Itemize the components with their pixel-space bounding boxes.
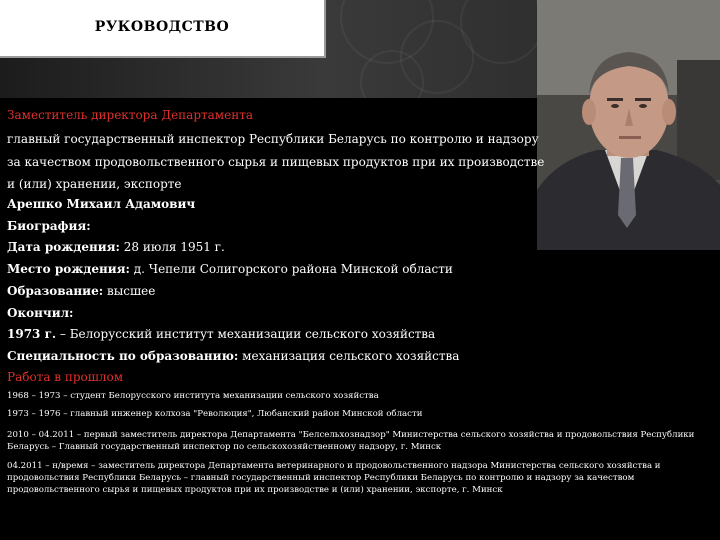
page-title: РУКОВОДСТВО bbox=[94, 19, 230, 35]
position-line-1: главный государственный инспектор Республики Беларусь по контролю и надзору bbox=[7, 132, 539, 146]
birth-place-value: д. Чепели Солигорского района Минской области bbox=[129, 262, 453, 276]
graduated-value: – Белорусский институт механизации сельского хозяйства bbox=[56, 327, 436, 341]
past-work-item: 1968 – 1973 – студент Белорусского института механизации сельского хозяйства bbox=[7, 391, 379, 401]
portrait-photo bbox=[537, 0, 720, 250]
graduated-year: 1973 г. bbox=[7, 327, 57, 341]
education-value: высшее bbox=[103, 284, 156, 298]
position-line-3: и (или) хранении, экспорте bbox=[7, 177, 182, 191]
title-box bbox=[0, 0, 326, 58]
biography-heading: Биография: bbox=[7, 219, 91, 233]
person-name: Арешко Михаил Адамович bbox=[7, 197, 196, 211]
birth-date-label: Дата рождения: bbox=[7, 240, 120, 254]
birth-place-row bbox=[7, 262, 453, 276]
specialty-value: механизация сельского хозяйства bbox=[238, 349, 460, 363]
position-role: Заместитель директора Департамента bbox=[7, 108, 254, 122]
past-work-item: 2010 – 04.2011 – первый заместитель директора Департамента "Белсельхознадзор" Министерства сельского хозяйства и продовольствия Республики Беларусь – Главный государственный инспектор по сельскохозяйственному надзору, г. Минск bbox=[7, 430, 695, 452]
specialty-label: Специальность по образованию: bbox=[7, 349, 239, 363]
portrait-image bbox=[537, 0, 720, 250]
education-label: Образование: bbox=[7, 284, 104, 298]
specialty-row bbox=[7, 349, 459, 363]
birth-place-label: Место рождения: bbox=[7, 262, 130, 276]
education-row bbox=[7, 284, 155, 298]
past-work-item: 1973 – 1976 – главный инженер колхоза "Революция", Любанский район Минской области bbox=[7, 409, 423, 419]
birth-date-row bbox=[7, 240, 225, 254]
graduated-label: Окончил: bbox=[7, 306, 74, 320]
birth-date-value: 28 июля 1951 г. bbox=[119, 240, 225, 254]
position-line-2: за качеством продовольственного сырья и пищевых продуктов при их производстве bbox=[7, 155, 545, 169]
past-work-item: 04.2011 – н/время – заместитель директора Департамента ветеринарного и продовольственного надзора Министерства сельского хозяйства и продовольствия Республики Беларусь – главный государственный инспектор Республики Беларусь по контролю и надзору за качеством продовольственного сырья и пищевых продуктов при их производстве и (или) хранении, экспорте, г. Минск bbox=[7, 461, 661, 495]
graduated-row bbox=[7, 327, 435, 341]
past-work-heading: Работа в прошлом bbox=[7, 370, 124, 384]
